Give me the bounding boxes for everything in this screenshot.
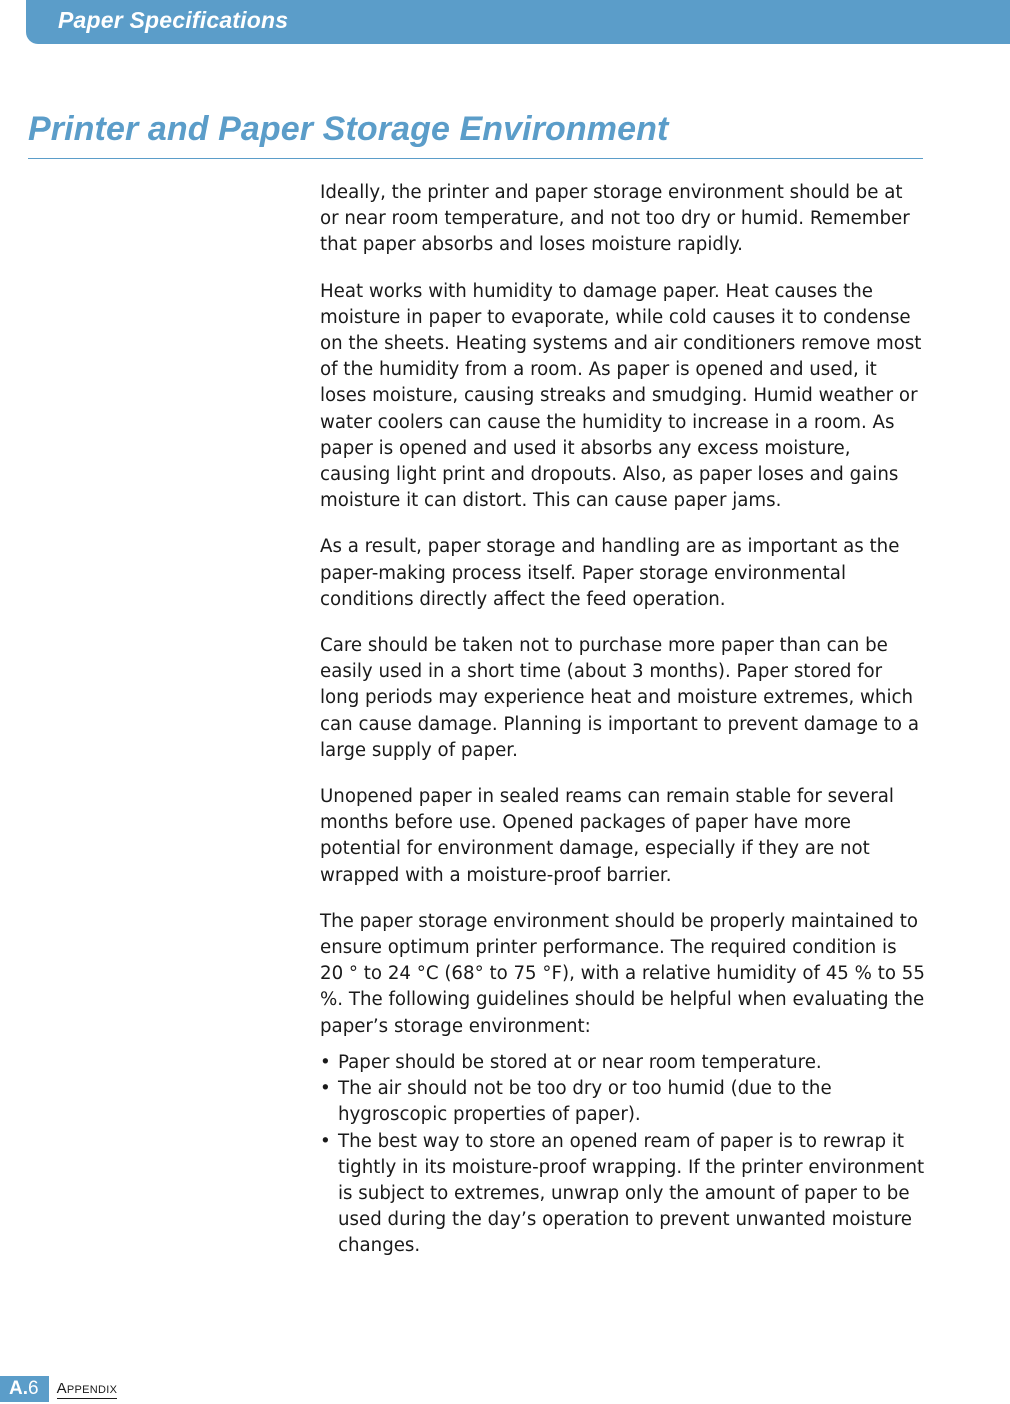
footer-section-label: Appendix [56,1379,118,1397]
list-item [320,1050,925,1076]
page-letter: A. [9,1378,28,1399]
page-title: Printer and Paper Storage Environment [28,110,669,148]
section-title: Paper Specifications [58,7,289,33]
list-item-text: Paper should be stored at or near room temperature. [338,1051,822,1073]
paragraph: Ideally, the printer and paper storage environment should be at or near room temperature, and not too dry or humid. Remember that paper absorbs and loses moisture rapidly. [320,182,910,256]
bullet-icon: • [320,1051,331,1073]
page-number: 6 [28,1378,39,1399]
paragraph: Heat works with humidity to damage paper. Heat causes the moisture in paper to evaporate, while cold causes it to condense on the sheets. Heating systems and air conditioners remove most of the humidity from a room. As paper is opened and used, it loses moisture, causing streaks and smudging. Humid weather or water coolers can cause the humidity to increase in a room. As paper is opened and used it absorbs any excess moisture, causing light print and dropouts. Also, as paper loses and gains moisture it can distort. This can cause paper jams. [320,280,922,512]
list-item-text: The best way to store an opened ream of paper is to rewrap it tightly in its moisture-proof wrapping. If the printer environment is subject to extremes, unwrap only the amount of paper to be used during the day’s operation to prevent unwanted moisture changes. [338,1130,925,1257]
title-divider [28,158,923,159]
body-content [320,180,925,1260]
list-item [320,1076,925,1128]
paragraph: As a result, paper storage and handling are as important as the paper-making process itself. Paper storage environmental conditions directly affect the feed operation. [320,536,900,610]
guidelines-list [320,1050,925,1260]
list-item-text: The air should not be too dry or too humid (due to the hygroscopic properties of paper). [338,1078,832,1126]
list-item [320,1129,925,1260]
page-number-badge [0,1376,49,1402]
paragraph: Care should be taken not to purchase more paper than can be easily used in a short time (about 3 months). Paper stored for long periods may experience heat and moisture extremes, which can cause damage. Planning is important to prevent damage to a large supply of paper. [320,635,919,761]
bullet-icon: • [320,1130,331,1152]
bullet-icon: • [320,1078,331,1100]
section-header-bar [26,0,1010,44]
paragraph: The paper storage environment should be properly maintained to ensure optimum printer performance. The required condition is 20 ° to 24 °C (68° to 75 °F), with a relative humidity of 45 % to 55 %. The following guidelines should be helpful when evaluating the paper’s storage environment: [320,910,925,1037]
paragraph: Unopened paper in sealed reams can remain stable for several months before use. Opened packages of paper have more potential for environment damage, especially if they are not wrapped with a moisture-proof barrier. [320,786,894,886]
page-footer [0,1376,117,1402]
